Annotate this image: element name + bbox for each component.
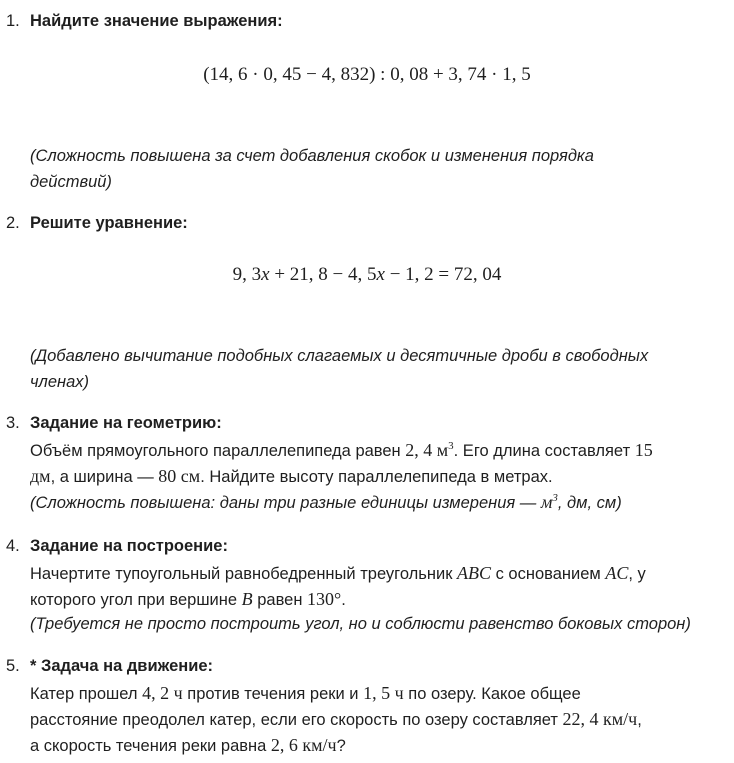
equation-formula: 9, 3x + 21, 8 − 4, 5x − 1, 2 = 72, 04 — [232, 264, 502, 285]
task-text-line-3: а скорость течения реки равна 2, 6 км/ч? — [30, 735, 346, 755]
task-note-line-2: действий) — [30, 173, 112, 191]
task-text-line-2: которого угол при вершине B равен 130°. — [30, 589, 346, 609]
task-note-line-1: (Добавлено вычитание подобных слагаемых и десятичные дроби в свободных — [30, 347, 649, 365]
task-note-line-1: (Сложность повышена за счет добавления скобок и изменения порядка — [30, 147, 594, 165]
task-text-line-1: Объём прямоугольного параллелепипеда равен 2, 4 $м^3$. Его длина составляет 15 — [30, 440, 653, 460]
task-note-line-2: членах) — [30, 373, 90, 391]
task-title: Решите уравнение: — [30, 214, 188, 232]
task-title: Задание на геометрию: — [30, 414, 222, 432]
task-title: Задание на построение: — [30, 537, 228, 555]
task-text-line-2: расстояние преодолел катер, если его скорость по озеру составляет 22, 4 км/ч, — [30, 709, 642, 729]
task-text-line-1: Катер прошел 4, 2 ч против течения реки и 1, 5 ч по озеру. Какое общее — [30, 683, 581, 703]
task-text-line-1: Начертите тупоугольный равнобедренный треугольник ABC с основанием AC, у — [30, 563, 646, 583]
task-number: 4. — [6, 537, 20, 555]
task-title: * Задача на движение: — [30, 657, 214, 675]
task-note: (Сложность повышена: даны три разные единицы измерения — $м^3$, дм, см) — [30, 492, 622, 512]
task-note: (Требуется не просто построить угол, но и соблюсти равенство боковых сторон) — [30, 615, 691, 633]
task-number: 5. — [6, 657, 20, 675]
task-title: Найдите значение выражения: — [30, 12, 283, 30]
task-number: 2. — [6, 214, 20, 232]
task-number: 1. — [6, 12, 20, 30]
expression-formula: (14, 6 · 0, 45 − 4, 832) : 0, 08 + 3, 74 · 1, 5 — [203, 64, 531, 85]
math-volume: 2, 4 $м^3$ — [405, 440, 454, 460]
task-number: 3. — [6, 414, 20, 432]
task-text-line-2: дм, а ширина — 80 см. Найдите высоту параллелепипеда в метрах. — [30, 466, 553, 486]
